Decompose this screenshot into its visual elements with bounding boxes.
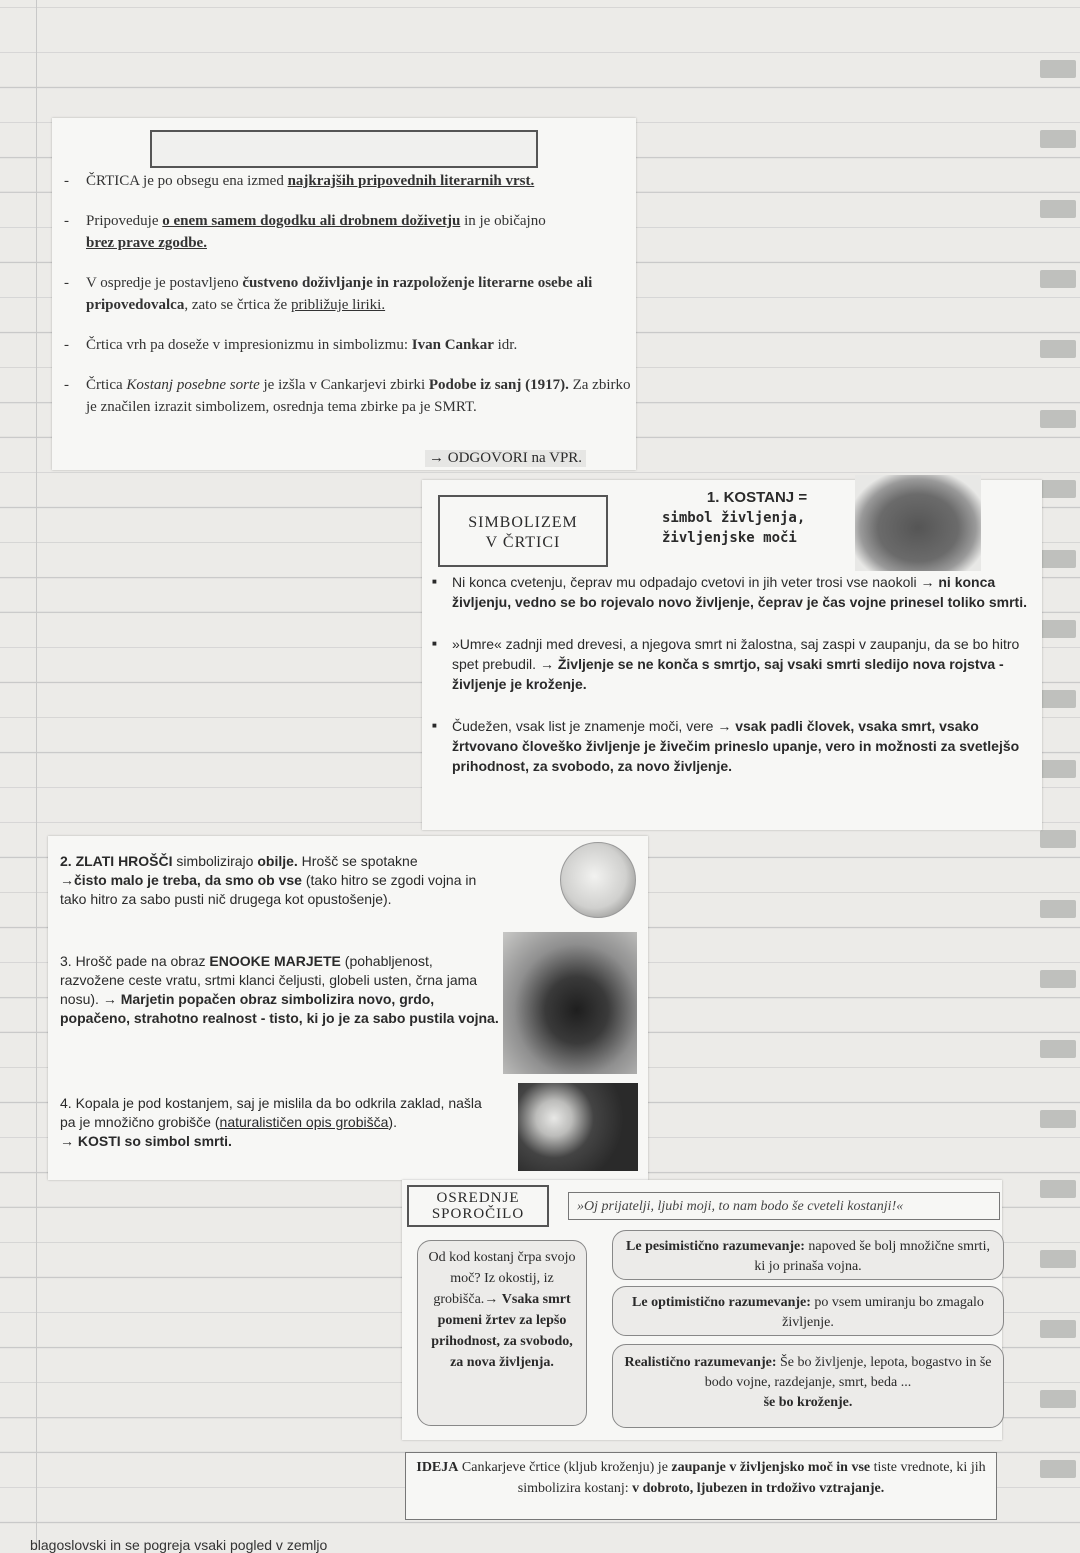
realistic-box: Realistično razumevanje: Še bo življenje, lepota, bogastvo in še bodo vojne, razdejanje, smrt, beda ... še bo kroženje. [612,1344,1004,1428]
tab-marker [1040,1250,1076,1268]
chestnut-tree-image [855,475,981,571]
chestnut-heading: 1. KOSTANJ = simbol življenja, življenjske moči [662,489,808,546]
section-marjeta: 3. Hrošč pade na obraz ENOOKE MARJETE (pohabljenost, razvožene ceste vratu, srtmi klanci čeljusti, globeli usten, črna jama nosu). → Marjetin popačen obraz simbolizira novo, grdo, popačeno, strahotno realnost - tisto, ki jo je za sabo pustila vojna. [60,953,499,1026]
bullet-item: - Črtica Kostanj posebne sorte je izšla v Cankarjevi zbirki Podobe iz sanj (1917). Za zbirko je značilen izrazit simbolizem, osrednja tema zbirke pa je SMRT. [64,374,634,418]
tab-marker [1040,410,1076,428]
question-bubble: Od kod kostanj črpa svojo moč? Iz okostij, iz grobišča.→ Vsaka smrt pomeni žrtev za lepšo prihodnost, za svobodo, za nova življenja. [417,1240,587,1426]
list-item: ■ Ni konca cvetenju, čeprav mu odpadajo cvetovi in jih veter trosi vse naokoli → ni konca življenju, vedno se bo rojevalo novo življenje, čeprav je čas vojne prinesel toliko smrti. [430,572,1030,612]
tab-marker [1040,690,1076,708]
tab-marker [1040,130,1076,148]
optimistic-box: Le optimistično razumevanje: po vsem umiranju bo zmagalo življenje. [612,1286,1004,1336]
answers-note: → ODGOVORI na VPR. [425,450,586,467]
tab-marker [1040,480,1076,498]
bottom-text: blagoslovski in se pogreja vsaki pogled v zemljo [30,1537,328,1553]
tab-marker [1040,760,1076,778]
tab-marker [1040,1390,1076,1408]
tab-marker [1040,1180,1076,1198]
intro-bullets [64,170,634,436]
list-item: ■ »Umre« zadnji med drevesi, a njegova smrt ni žalostna, saj zaspi v zaupanju, da se bo hitro spet prebudil. → Življenje se ne konča s smrtjo, saj vsaki smrti sledijo nova rojstva - življenje je kroženje. [430,634,1030,694]
bullet-item: - Pripoveduje o enem samem dogodku ali drobnem doživetju in je običajno brez prave zgodbe. [64,210,634,254]
tab-marker [1040,200,1076,218]
tab-marker [1040,900,1076,918]
tab-marker [1040,270,1076,288]
section-bones: 4. Kopala je pod kostanjem, saj je mislila da bo odkrila zaklad, našla pa je množično grobišče (naturalističen opis grobišča). → KOSTI so simbol smrti. [60,1095,482,1149]
central-message-box: OSREDNJE SPOROČILO [407,1185,549,1227]
bullet-item: - ČRTICA je po obsegu ena izmed najkrajših pripovednih literarnih vrst. [64,170,634,192]
tab-marker [1040,970,1076,988]
section-golden-beetles: 2. ZLATI HROŠČI simbolizirajo obilje. Hrošč se spotakne →čisto malo je treba, da smo ob vse (tako hitro se zgodi vojna in tako hitro za sabo pusti nič drugega kot opustošenje). [60,853,477,907]
bullet-item: - V ospredje je postavljeno čustveno doživljanje in razpoloženje literarne osebe ali pripovedovalca, zato se črtica že približuje liriki. [64,272,634,316]
ape-image [503,932,637,1074]
tab-marker [1040,620,1076,638]
tab-marker [1040,550,1076,568]
list-item: ■ Čudežen, vsak list je znamenje moči, vere → vsak padli človek, vsaka smrt, vsako žrtvovano človeško življenje je živečim prineslo upanje, vero in možnosti za svetlejšo prihodnost, za svobodo, za novo življenje. [430,716,1030,776]
symbolism-box: SIMBOLIZEM V ČRTICI [438,495,608,567]
pessimistic-box: Le pesimistično razumevanje: napoved še bolj množične smrti, ki jo prinaša vojna. [612,1230,1004,1280]
margin-line [36,0,37,1550]
coin-image [560,842,636,918]
tab-marker [1040,340,1076,358]
idea-box: IDEJA Cankarjeve črtice (kljub kroženju) je zaupanje v življenjsko moč in vse tiste vrednote, ki jih simbolizira kostanj: v dobroto, ljubezen in trdoživo vztrajanje. [405,1452,997,1520]
bullet-item: - Črtica vrh pa doseže v impresionizmu in simbolizmu: Ivan Cankar idr. [64,334,634,356]
tab-marker [1040,1110,1076,1128]
quote-box: »Oj prijatelji, ljubi moji, to nam bodo še cveteli kostanji!« [568,1192,1000,1220]
tab-marker [1040,1460,1076,1478]
tab-marker [1040,1320,1076,1338]
tab-marker [1040,830,1076,848]
tab-marker [1040,1040,1076,1058]
title-box [150,130,538,168]
tab-marker [1040,60,1076,78]
skulls-image [518,1083,638,1171]
symbolism-list [430,572,1030,798]
